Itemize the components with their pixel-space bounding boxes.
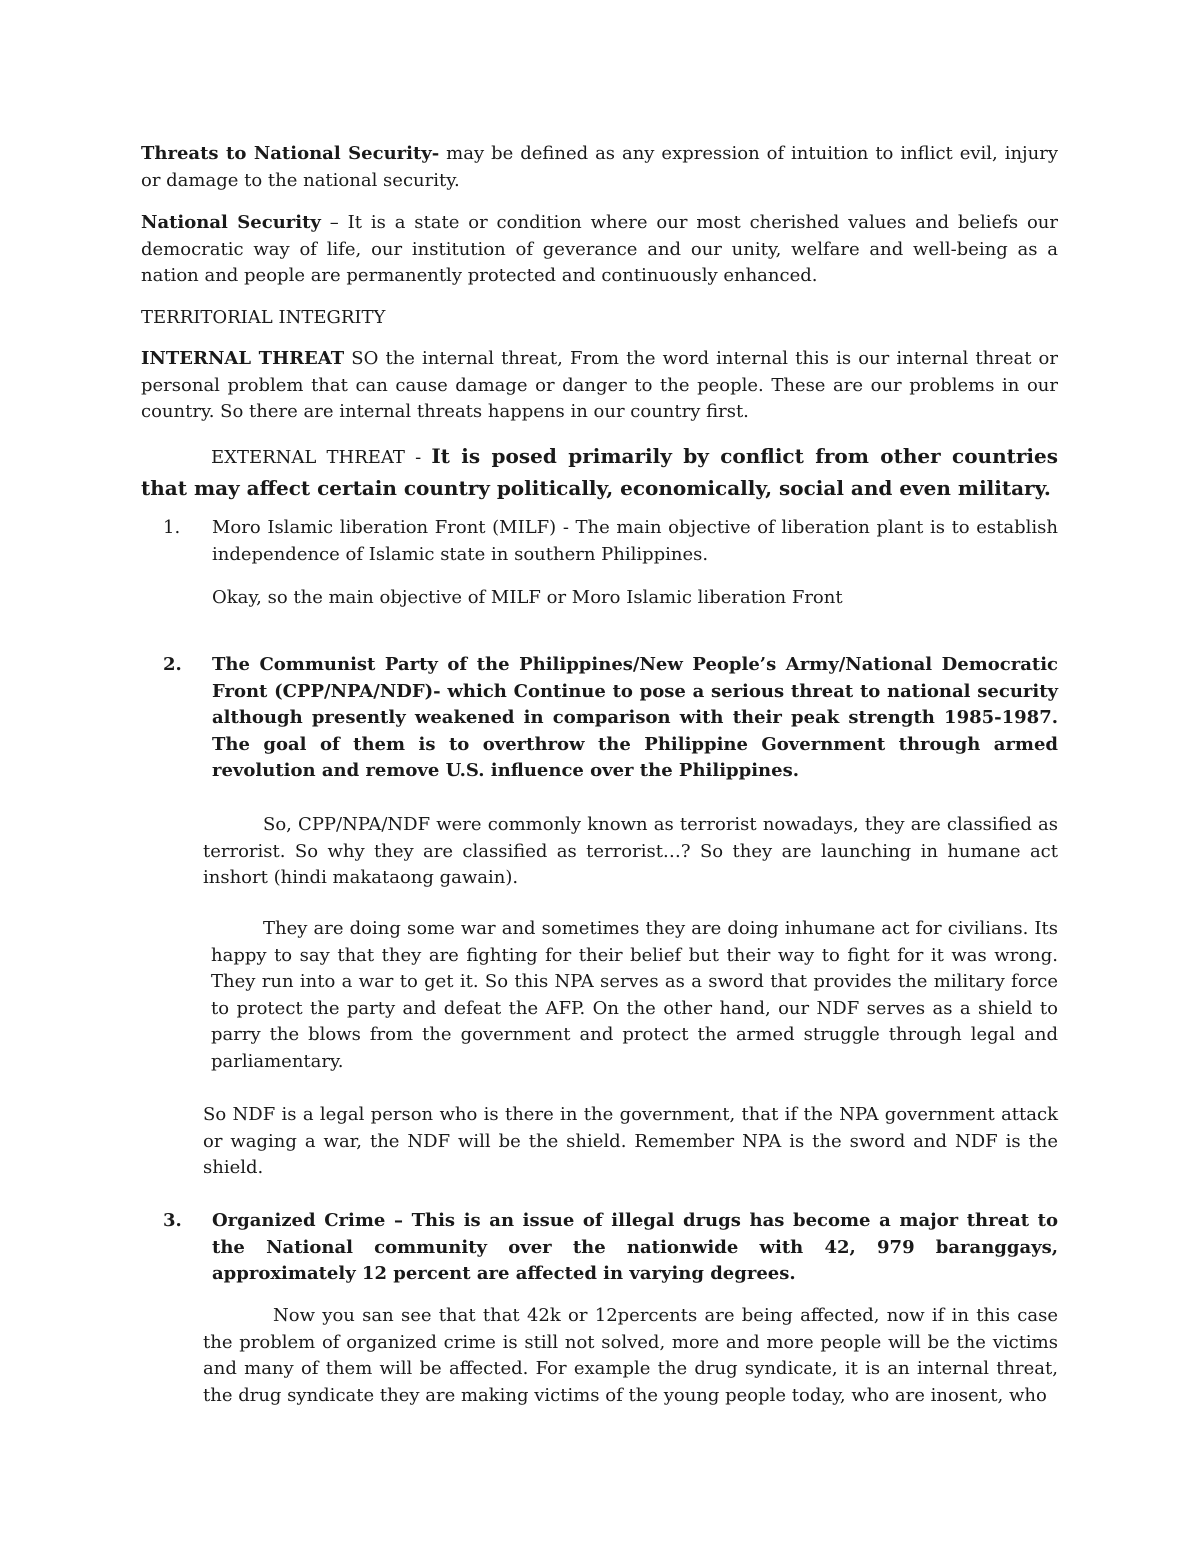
external-threat-text: It is posed primarily by conflict from other countries that may affect certain country politically, economically, social and even military. <box>141 444 1058 500</box>
organized-crime-note: Now you san see that that 42k or 12percents are being affected, now if in this case the problem of organized crime is still not solved, more and more people will be the victims and many of them will be affected. For example the drug syndicate, it is an internal threat, the drug syndicate they are making victims of the young people today, who are inosent, who <box>203 1305 1058 1406</box>
list-number-1: 1. <box>163 517 181 538</box>
national-security-paragraph <box>141 210 1058 290</box>
list-item-organized-crime: Organized Crime – This is an issue of illegal drugs has become a major threat to the National community over the nationwide with 42, 979 baranggays, approximately 12 percent are affected in varying degrees. <box>212 1210 1058 1284</box>
territorial-integrity-heading: TERRITORIAL INTEGRITY <box>141 307 386 328</box>
internal-threat-paragraph <box>141 346 1058 426</box>
threats-term: Threats to National Security- <box>141 143 440 164</box>
cpp-note-inhumane: They are doing some war and sometimes they are doing inhumane act for civilians. Its happy to say that they are fighting for their belief but their way to fight for it was wrong. They run into a war to get it. So this NPA serves as a sword that provides the military force to protect the party and defeat the AFP. On the other hand, our NDF serves as a shield to parry the blows from the government and protect the armed struggle through legal and parliamentary. <box>211 918 1058 1072</box>
national-security-term: National Security <box>141 212 321 233</box>
list-number-2: 2. <box>163 654 182 675</box>
list-number-3: 3. <box>163 1210 182 1231</box>
threats-definition-paragraph <box>141 141 1058 194</box>
milf-note: Okay, so the main objective of MILF or Moro Islamic liberation Front <box>212 587 843 608</box>
internal-threat-term: INTERNAL THREAT <box>141 348 345 369</box>
list-item-cpp-npa-ndf: The Communist Party of the Philippines/New People’s Army/National Democratic Front (CPP/NPA/NDF)- which Continue to pose a serious threat to national security although presently weakened in comparison with their peak strength 1985-1987. The goal of them is to overthrow the Philippine Government through armed revolution and remove U.S. influence over the Philippines. <box>212 654 1058 781</box>
national-security-text: – It is a state or condition where our most cherished values and beliefs our democratic way of life, our institution of geverance and our unity, welfare and well-being as a nation and people are permanently protected and continuously enhanced. <box>141 212 1058 286</box>
list-item-milf: Moro Islamic liberation Front (MILF) - The main objective of liberation plant is to establish independence of Islamic state in southern Philippines. <box>212 517 1058 565</box>
internal-threat-text: SO the internal threat, From the word internal this is our internal threat or personal problem that can cause damage or danger to the people. These are our problems in our country. So there are internal threats happens in our country first. <box>141 348 1058 422</box>
external-threat-lead: EXTERNAL THREAT - <box>211 447 432 468</box>
threats-definition-text: may be defined as any expression of intuition to inflict evil, injury or damage to the national security. <box>141 143 1058 191</box>
cpp-note-terrorist: So, CPP/NPA/NDF were commonly known as terrorist nowadays, they are classified as terrorist. So why they are classified as terrorist…? So they are launching in humane act inshort (hindi makataong gawain). <box>203 814 1058 888</box>
cpp-note-shield: So NDF is a legal person who is there in the government, that if the NPA government attack or waging a war, the NDF will be the shield. Remember NPA is the sword and NDF is the shield. <box>203 1104 1058 1178</box>
external-threat-paragraph <box>141 441 1058 503</box>
